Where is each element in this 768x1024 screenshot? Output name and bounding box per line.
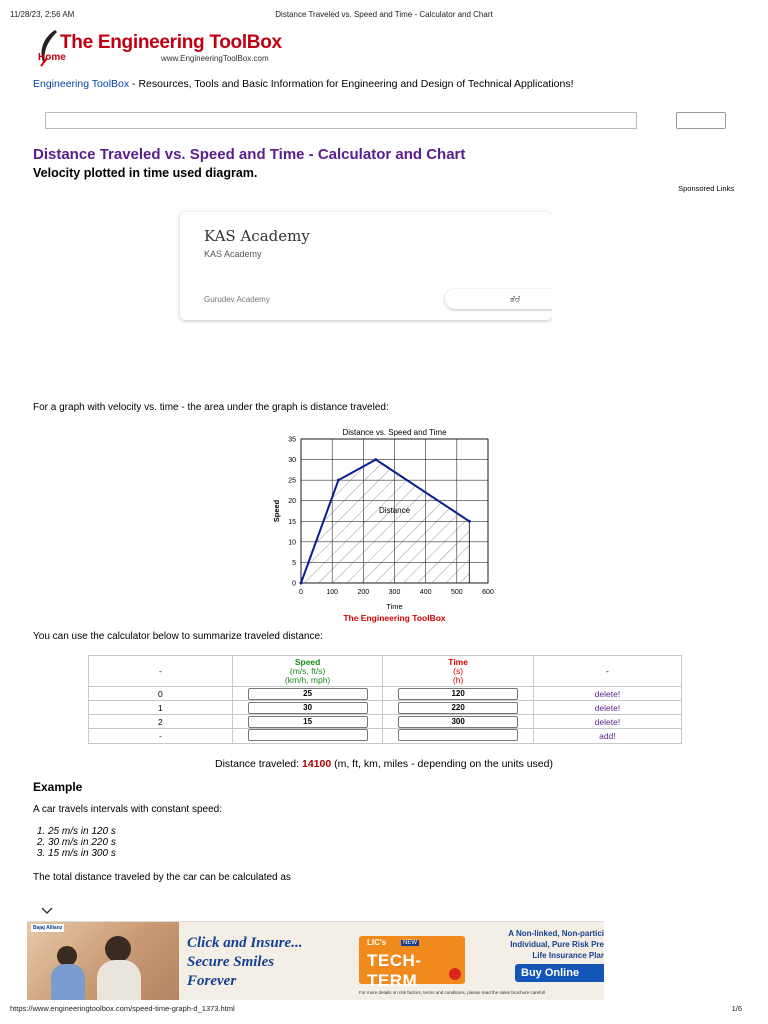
logo-text: The Engineering ToolBox (60, 32, 282, 53)
page-subtitle: Velocity plotted in time used diagram. (33, 166, 258, 180)
child-body-icon (51, 964, 85, 1000)
delete-link[interactable]: delete! (533, 701, 681, 715)
banner-right-3: Life Insurance Plar (532, 951, 604, 960)
y-tick-label: 0 (292, 580, 296, 588)
time-units-1: (s) (453, 665, 464, 676)
banner-photo (27, 922, 179, 1000)
banner-line-1: Click and Insure... (187, 935, 303, 951)
row-index: - (89, 729, 233, 744)
example-intro: A car travels intervals with constant speed: (33, 804, 222, 815)
x-tick-label: 600 (482, 589, 494, 596)
speed-units-1: (m/s, ft/s) (289, 665, 326, 676)
list-item: 3. 15 m/s in 300 s (48, 848, 116, 859)
row-index: 2 (89, 715, 233, 729)
x-tick-label: 500 (450, 589, 463, 596)
sponsored-label: Sponsored Links (678, 184, 734, 193)
result-value: 14100 (301, 758, 332, 770)
y-tick-label: 5 (292, 559, 296, 567)
person-body-icon (97, 960, 141, 1000)
ad-sub: KAS Academy (204, 249, 262, 259)
table-row (89, 715, 682, 729)
y-tick-label: 20 (288, 498, 296, 506)
new-time-input[interactable] (398, 729, 518, 741)
banner-fineprint: For more details on risk factors, terms and conditions, please read the sales brochure carefull (359, 990, 545, 995)
calc-intro: You can use the calculator below to summarize traveled distance: (33, 631, 323, 642)
y-axis-label: Speed (272, 499, 281, 523)
buy-online-button[interactable]: Buy Online (515, 964, 604, 982)
table-row (89, 687, 682, 701)
chart-watermark: The Engineering ToolBox (343, 613, 446, 623)
site-logo[interactable] (33, 28, 293, 68)
site-url: www.EngineeringToolBox.com (161, 54, 269, 63)
time-input[interactable]: 120 (398, 688, 518, 700)
site-intro (33, 78, 574, 90)
x-axis-label: Time (386, 602, 403, 611)
banner-line-3: Forever (187, 973, 237, 989)
delete-link[interactable]: delete! (533, 715, 681, 729)
list-item: 1. 25 m/s in 120 s (48, 826, 116, 837)
col-action-header: - (533, 656, 681, 687)
speed-units-2: (km/h, mph) (284, 674, 331, 685)
banner-right-text (479, 928, 604, 961)
list-item: 2. 30 m/s in 220 s (48, 837, 116, 848)
ad-headline[interactable]: KAS Academy (204, 227, 310, 245)
delete-link[interactable]: delete! (533, 687, 681, 701)
page-title: Distance Traveled vs. Speed and Time - Calculator and Chart (33, 146, 466, 163)
print-datetime: 11/28/23, 2:56 AM (10, 10, 75, 19)
table-row (89, 729, 682, 744)
engineering-toolbox-link[interactable]: Engineering ToolBox (33, 78, 130, 90)
table-row (89, 701, 682, 715)
print-page-title: Distance Traveled vs. Speed and Time - Calculator and Chart (275, 10, 493, 19)
time-units-2: (h) (452, 674, 464, 685)
product-badge (359, 936, 465, 990)
person-head-icon (105, 936, 131, 962)
speed-header (232, 656, 383, 687)
banner-right-1: A Non-linked, Non-partici (508, 929, 604, 938)
row-index: 1 (89, 701, 233, 715)
distance-result (0, 758, 768, 770)
data-point (300, 582, 303, 585)
print-footer-page: 1/6 (731, 1004, 742, 1013)
ad-container (117, 203, 552, 329)
child-head-icon (57, 946, 77, 966)
x-tick-label: 300 (388, 589, 401, 596)
data-point (337, 479, 340, 482)
banner-line-2: Secure Smiles (187, 954, 275, 970)
y-tick-label: 15 (288, 518, 296, 526)
print-footer-url: https://www.engineeringtoolbox.com/speed-time-graph-d_1373.html (10, 1004, 235, 1013)
hand-icon (449, 968, 461, 980)
ad-card[interactable] (180, 212, 552, 320)
search-input[interactable] (45, 112, 637, 129)
speed-time-chart (265, 424, 500, 624)
col-index-header: - (89, 656, 233, 687)
x-tick-label: 200 (357, 589, 370, 596)
ad-open-button[interactable]: ತೆರೆ (445, 289, 552, 309)
speed-input[interactable]: 25 (248, 688, 368, 700)
example-list (18, 826, 116, 859)
result-label: Distance traveled: (215, 758, 302, 770)
home-link[interactable]: Home (38, 52, 66, 63)
time-input[interactable]: 300 (398, 716, 518, 728)
time-header-label: Time (448, 656, 468, 667)
y-tick-label: 25 (288, 477, 296, 485)
speed-input[interactable]: 30 (248, 702, 368, 714)
y-tick-label: 10 (288, 539, 296, 547)
banner-logo: Bajaj Allianz (33, 925, 63, 931)
time-input[interactable]: 220 (398, 702, 518, 714)
result-units: (m, ft, km, miles - depending on the units used) (331, 758, 553, 770)
banner-tagline (187, 934, 302, 991)
banner-right-2: Individual, Pure Risk Pre (510, 940, 604, 949)
example-heading: Example (33, 780, 83, 794)
area-annotation: Distance (378, 506, 411, 516)
example-conclusion: The total distance traveled by the car can be calculated as (33, 872, 291, 883)
chart-title: Distance vs. Speed and Time (342, 428, 447, 437)
ad-footer: Gurudev Academy (204, 295, 270, 304)
speed-input[interactable]: 15 (248, 716, 368, 728)
data-point (374, 458, 377, 461)
data-point (468, 520, 471, 523)
product-name: TECH-TERM (367, 951, 422, 990)
search-button[interactable] (676, 112, 726, 129)
site-intro-text: - Resources, Tools and Basic Information for Engineering and Design of Technical Applications! (129, 78, 574, 90)
banner-ad[interactable] (27, 921, 604, 1000)
product-top: LIC's (367, 938, 387, 947)
calc-header-row (89, 656, 682, 687)
calculator-table (88, 655, 682, 744)
speed-header-label: Speed (294, 656, 321, 667)
row-index: 0 (89, 687, 233, 701)
x-tick-label: 400 (419, 589, 432, 596)
area-intro: For a graph with velocity vs. time - the area under the graph is distance traveled: (33, 402, 389, 413)
product-new-badge: NEW (403, 940, 417, 946)
x-tick-label: 0 (299, 589, 303, 596)
x-tick-label: 100 (326, 589, 339, 596)
add-link[interactable]: add! (533, 729, 681, 744)
chevron-down-icon[interactable] (41, 907, 53, 915)
new-speed-input[interactable] (248, 729, 368, 741)
time-header (383, 656, 534, 687)
y-tick-label: 30 (288, 457, 296, 465)
y-tick-label: 35 (288, 436, 296, 444)
